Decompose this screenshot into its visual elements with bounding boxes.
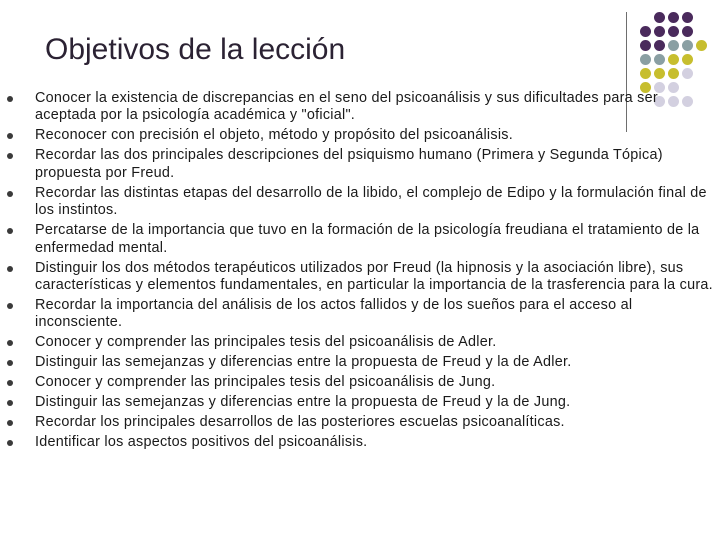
objective-item	[0, 374, 720, 391]
slide-title: Objetivos de la lección	[45, 33, 346, 66]
decorative-dot	[682, 40, 693, 51]
decorative-dot	[682, 12, 693, 23]
bullet-icon	[7, 340, 13, 346]
objective-text: Distinguir las semejanzas y diferencias entre la propuesta de Freud y la de Adler.	[35, 354, 572, 371]
bullet-icon	[7, 360, 13, 366]
objective-text: Recordar la importancia del análisis de los actos fallidos y de los sueños para el acceso al inconsciente.	[35, 297, 633, 331]
bullet-icon	[7, 191, 13, 197]
decorative-dot	[640, 40, 651, 51]
decorative-dot	[640, 68, 651, 79]
objective-text: Conocer y comprender las principales tesis del psicoanálisis de Jung.	[35, 374, 496, 391]
objective-item	[0, 90, 720, 125]
objective-text: Recordar las distintas etapas del desarrollo de la libido, el complejo de Edipo y la formulación final de los instintos.	[35, 184, 707, 219]
objective-item	[0, 222, 720, 257]
decorative-dot	[668, 68, 679, 79]
bullet-icon	[7, 440, 13, 446]
decorative-dot	[682, 54, 693, 65]
objective-item	[0, 297, 720, 332]
objective-item	[0, 354, 720, 371]
decorative-dot	[668, 12, 679, 23]
bullet-icon	[7, 133, 13, 139]
objective-item	[0, 334, 720, 351]
objective-item	[0, 434, 720, 451]
decorative-dot	[668, 54, 679, 65]
decorative-dot	[668, 40, 679, 51]
objective-text: Percatarse de la importancia que tuvo en la formación de la psicología freudiana el tratamiento de la enfermedad mental.	[35, 222, 700, 256]
objective-text: Recordar los principales desarrollos de las posteriores escuelas psicoanalíticas.	[35, 414, 565, 431]
objective-text: Distinguir las semejanzas y diferencias entre la propuesta de Freud y la de Jung.	[35, 394, 571, 411]
objective-item	[0, 394, 720, 411]
objective-item	[0, 414, 720, 431]
objective-text: Distinguir los dos métodos terapéuticos utilizados por Freud (la hipnosis y la asociación libre), sus características y elementos fundamentales, en particular la importancia de la trasferencia para la cura.	[35, 259, 713, 294]
bullet-icon	[7, 420, 13, 426]
objective-text: Conocer y comprender las principales tesis del psicoanálisis de Adler.	[35, 334, 497, 351]
decorative-dot	[654, 26, 665, 37]
objective-text: Identificar los aspectos positivos del psicoanálisis.	[35, 434, 368, 451]
bullet-icon	[7, 266, 13, 272]
bullet-icon	[7, 400, 13, 406]
bullet-icon	[7, 96, 13, 102]
objective-text: Recordar las dos principales descripciones del psiquismo humano (Primera y Segunda Tópica) propuesta por Freud.	[35, 147, 663, 181]
decorative-dot	[696, 40, 707, 51]
objective-item	[0, 185, 720, 220]
bullet-icon	[7, 153, 13, 159]
objective-text: Reconocer con precisión el objeto, método y propósito del psicoanálisis.	[35, 127, 513, 144]
objective-item	[0, 260, 720, 295]
bullet-icon	[7, 380, 13, 386]
decorative-dot	[654, 40, 665, 51]
decorative-dot	[682, 26, 693, 37]
decorative-dot	[668, 26, 679, 37]
bullet-icon	[7, 303, 13, 309]
objective-item	[0, 127, 720, 144]
decorative-dot	[654, 12, 665, 23]
bullet-icon	[7, 228, 13, 234]
objective-text: Conocer la existencia de discrepancias en el seno del psicoanálisis y sus dificultades para ser aceptada por la psicología académica y "oficial".	[35, 90, 658, 124]
decorative-dot	[654, 68, 665, 79]
decorative-dot	[640, 26, 651, 37]
decorative-dot	[640, 54, 651, 65]
objective-item	[0, 147, 720, 182]
objectives-list	[0, 90, 720, 454]
decorative-dot	[654, 54, 665, 65]
decorative-dot	[682, 68, 693, 79]
